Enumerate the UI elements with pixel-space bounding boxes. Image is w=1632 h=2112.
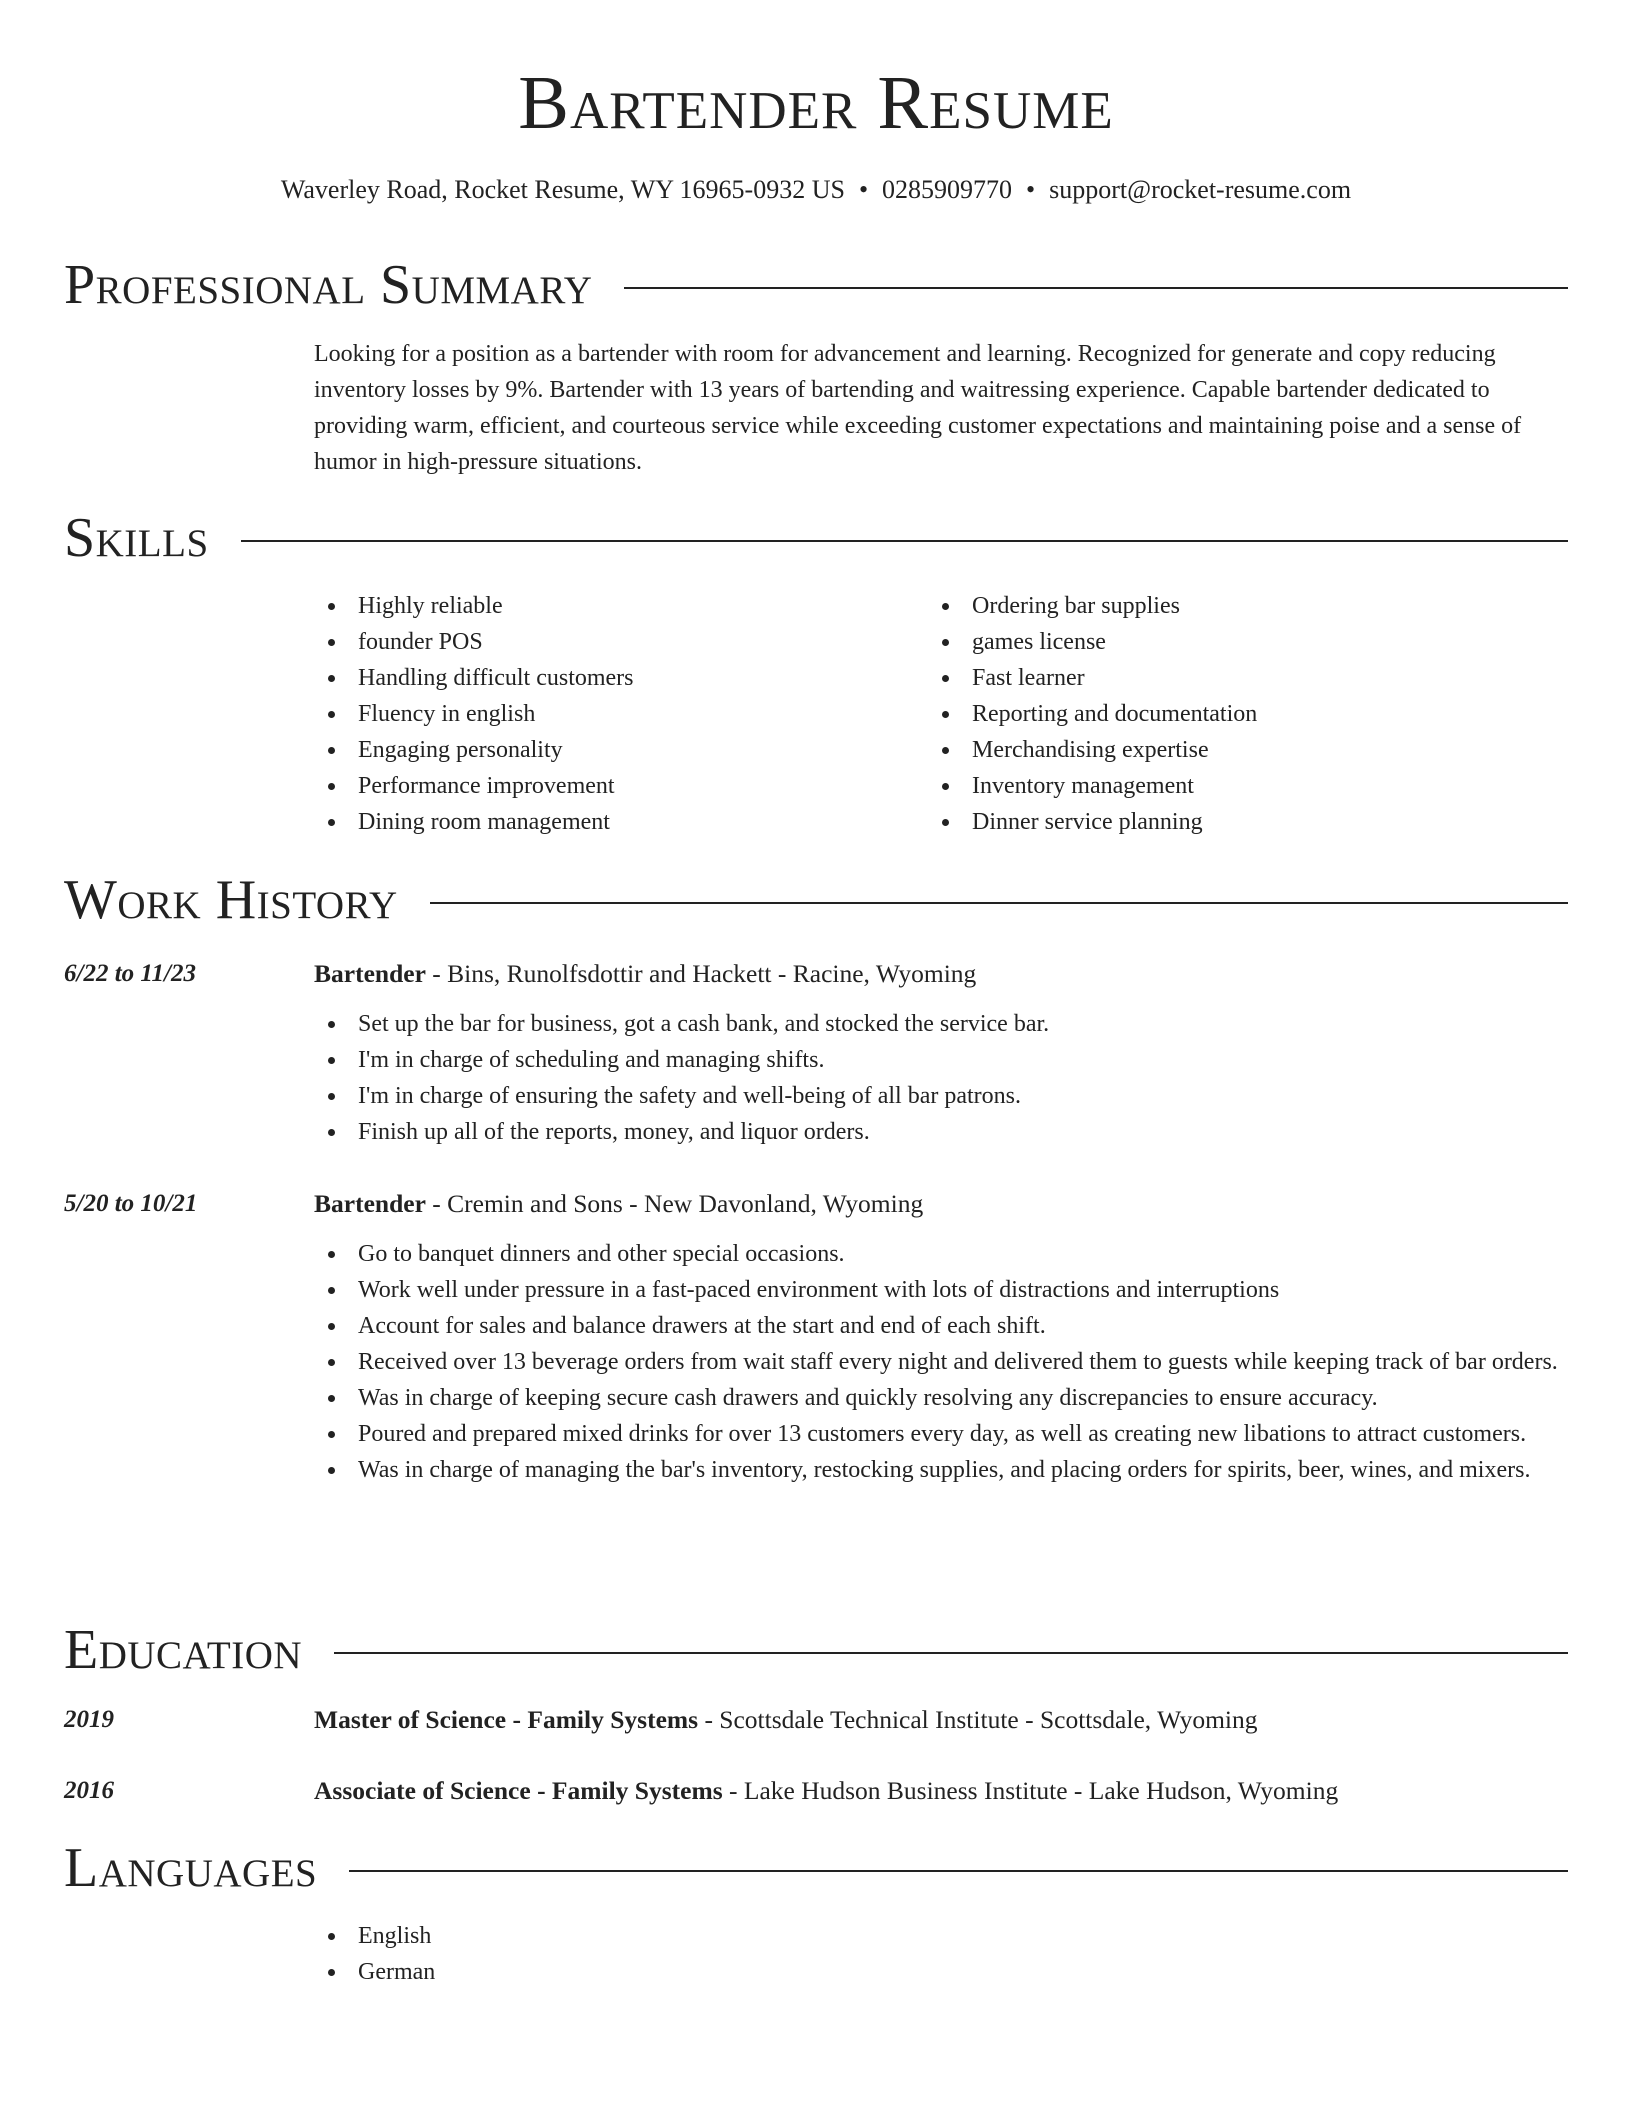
skill-item: Fast learner bbox=[928, 660, 1528, 696]
education-entry bbox=[314, 1773, 1568, 1809]
address: Waverley Road, Rocket Resume, WY 16965-0932 US bbox=[280, 175, 845, 204]
job-duties bbox=[314, 1236, 1568, 1488]
skill-item: Reporting and documentation bbox=[928, 696, 1528, 732]
languages-heading: Languages bbox=[64, 1837, 318, 1899]
job-title: Bartender bbox=[314, 1189, 426, 1218]
degree: Master of Science - Family Systems bbox=[314, 1705, 699, 1734]
job-employer: - Bins, Runolfsdottir and Hackett - Racine, Wyoming bbox=[425, 959, 977, 988]
languages-section-header bbox=[64, 1836, 1568, 1900]
language-item: English bbox=[314, 1918, 1568, 1954]
work-section-header bbox=[64, 868, 1568, 932]
skill-item: founder POS bbox=[314, 624, 914, 660]
skill-item: Dinner service planning bbox=[928, 804, 1528, 840]
skill-item: Merchandising expertise bbox=[928, 732, 1528, 768]
job-title: Bartender bbox=[314, 959, 426, 988]
skill-item: Handling difficult customers bbox=[314, 660, 914, 696]
job-heading bbox=[314, 1186, 1568, 1222]
education-entry bbox=[314, 1702, 1568, 1738]
resume-title: Bartender Resume bbox=[518, 61, 1114, 145]
duty-item: I'm in charge of ensuring the safety and well-being of all bar patrons. bbox=[314, 1078, 1568, 1114]
skills-section-header bbox=[64, 506, 1568, 570]
duty-item: I'm in charge of scheduling and managing shifts. bbox=[314, 1042, 1568, 1078]
summary-heading: Professional Summary bbox=[64, 254, 593, 316]
summary-section-header bbox=[64, 253, 1568, 317]
section-divider bbox=[430, 902, 1568, 904]
education-year: 2019 bbox=[64, 1706, 114, 1733]
duty-item: Was in charge of keeping secure cash drawers and quickly resolving any discrepancies to ensure accuracy. bbox=[314, 1380, 1568, 1416]
degree: Associate of Science - Family Systems bbox=[314, 1776, 723, 1805]
duty-item: Received over 13 beverage orders from wait staff every night and delivered them to guests while keeping track of bar orders. bbox=[314, 1344, 1568, 1380]
skill-item: Inventory management bbox=[928, 768, 1528, 804]
education-year: 2016 bbox=[64, 1777, 114, 1804]
education-section-header bbox=[64, 1618, 1568, 1682]
school: - Lake Hudson Business Institute - Lake Hudson, Wyoming bbox=[722, 1776, 1339, 1805]
separator-2: • bbox=[1026, 175, 1036, 204]
language-item: German bbox=[314, 1954, 1568, 1990]
duty-item: Go to banquet dinners and other special occasions. bbox=[314, 1236, 1568, 1272]
phone: 0285909770 bbox=[882, 175, 1013, 204]
section-divider bbox=[241, 540, 1568, 542]
duty-item: Set up the bar for business, got a cash bank, and stocked the service bar. bbox=[314, 1006, 1568, 1042]
skill-item: Ordering bar supplies bbox=[928, 588, 1528, 624]
section-divider bbox=[624, 287, 1568, 289]
skill-item: Fluency in english bbox=[314, 696, 914, 732]
skills-heading: Skills bbox=[64, 507, 209, 569]
contact-line bbox=[0, 172, 1632, 208]
job-employer: - Cremin and Sons - New Davonland, Wyoming bbox=[425, 1189, 924, 1218]
work-heading: Work History bbox=[64, 869, 398, 931]
skills-list-left bbox=[314, 588, 914, 840]
education-heading: Education bbox=[64, 1619, 303, 1681]
skill-item: games license bbox=[928, 624, 1528, 660]
job-duties bbox=[314, 1006, 1568, 1150]
email-link[interactable]: support@rocket-resume.com bbox=[1049, 175, 1352, 204]
skill-item: Performance improvement bbox=[314, 768, 914, 804]
skill-item: Dining room management bbox=[314, 804, 914, 840]
languages-list bbox=[314, 1918, 1568, 1990]
skill-item: Highly reliable bbox=[314, 588, 914, 624]
job-dates: 6/22 to 11/23 bbox=[64, 960, 196, 987]
school: - Scottsdale Technical Institute - Scottsdale, Wyoming bbox=[698, 1705, 1258, 1734]
job-heading bbox=[314, 956, 1568, 992]
job-dates: 5/20 to 10/21 bbox=[64, 1190, 198, 1217]
duty-item: Finish up all of the reports, money, and liquor orders. bbox=[314, 1114, 1568, 1150]
duty-item: Was in charge of managing the bar's inventory, restocking supplies, and placing orders for spirits, beer, wines, and mixers. bbox=[314, 1452, 1568, 1488]
separator-1: • bbox=[858, 175, 869, 204]
duty-item: Work well under pressure in a fast-paced environment with lots of distractions and interruptions bbox=[314, 1272, 1568, 1308]
summary-text: Looking for a position as a bartender with room for advancement and learning. Recognized for generate and copy reducing inventory losses by 9%. Bartender with 13 years of bartending and waitressing experience. Capable bartender dedicated to providing warm, efficient, and courteous service while exceeding customer expectations and maintaining poise and a sense of humor in high-pressure situations. bbox=[314, 341, 1522, 475]
section-divider bbox=[349, 1870, 1568, 1872]
skill-item: Engaging personality bbox=[314, 732, 914, 768]
duty-item: Account for sales and balance drawers at the start and end of each shift. bbox=[314, 1308, 1568, 1344]
duty-item: Poured and prepared mixed drinks for over 13 customers every day, as well as creating new libations to attract customers. bbox=[314, 1416, 1568, 1452]
skills-list-right bbox=[928, 588, 1528, 840]
section-divider bbox=[334, 1652, 1568, 1654]
